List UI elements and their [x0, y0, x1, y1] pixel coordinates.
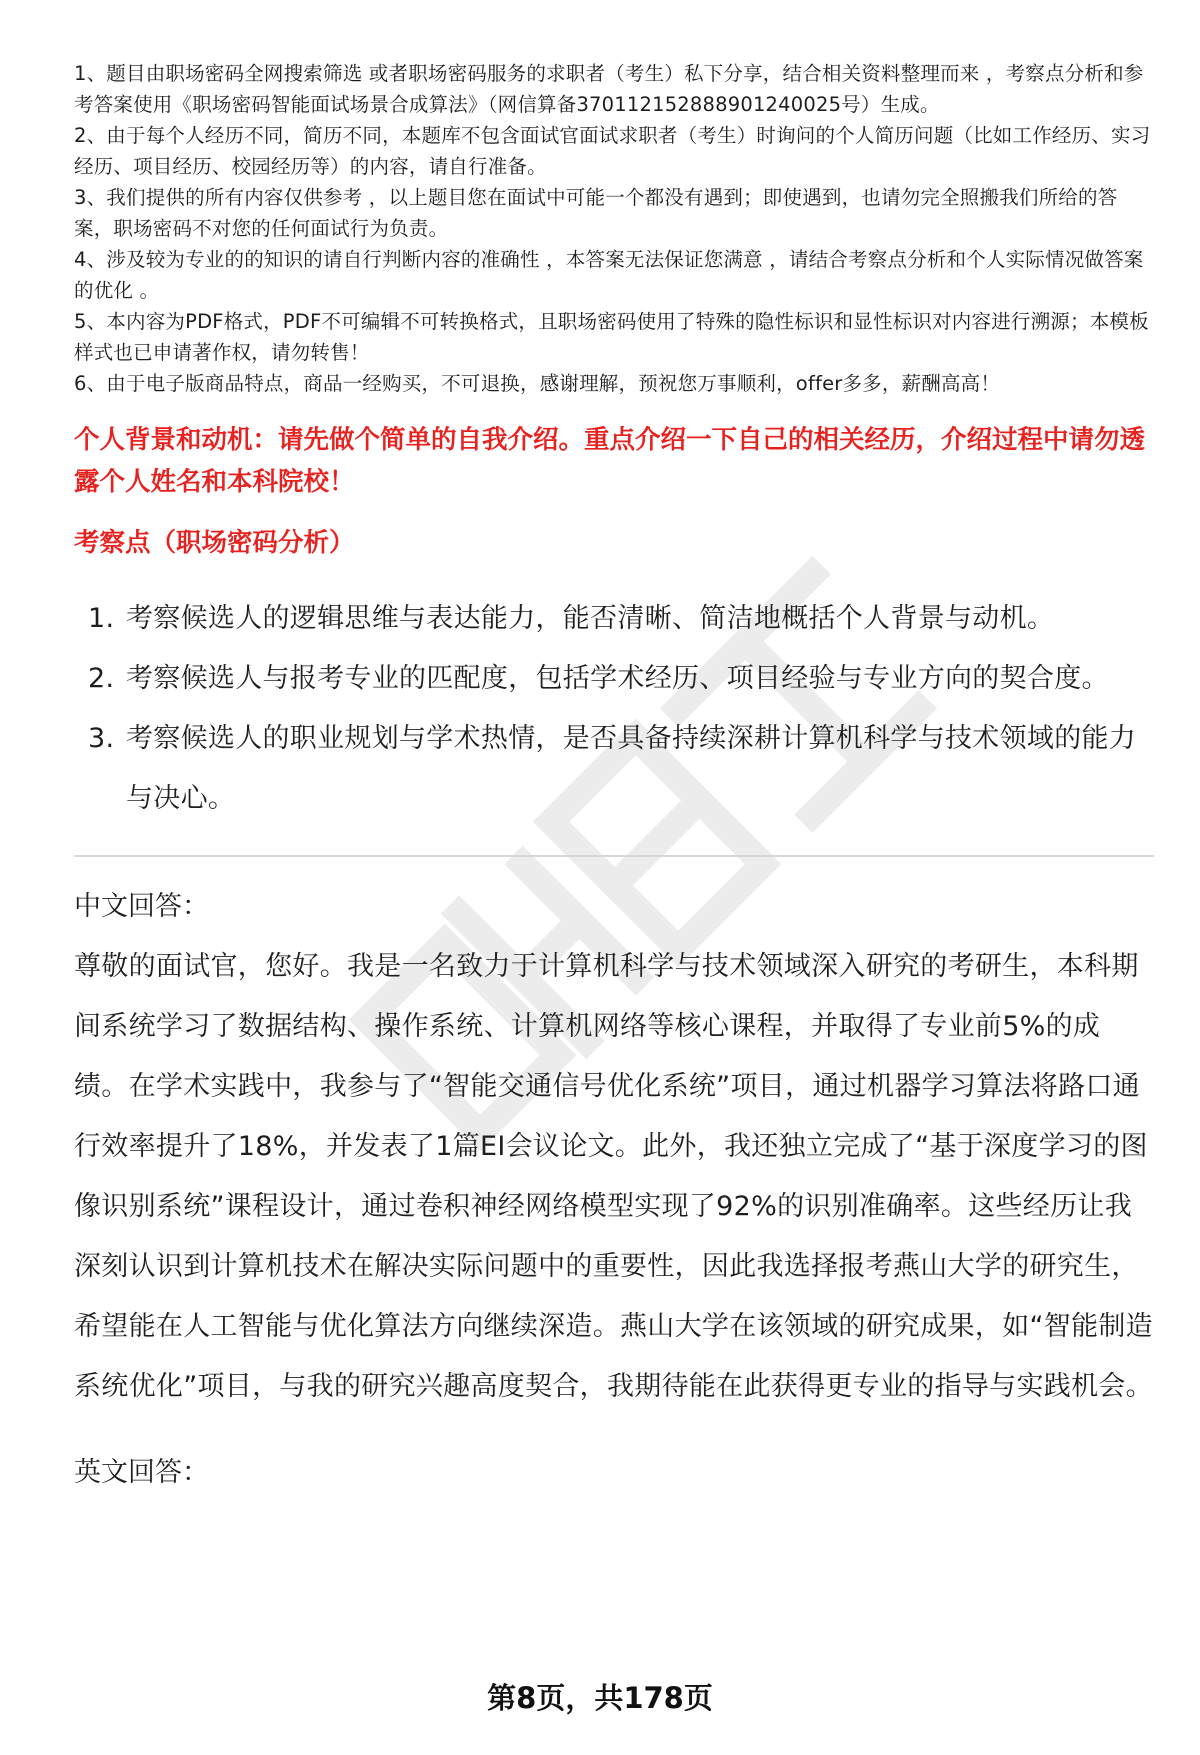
analysis-title: 考察点（职场密码分析） — [74, 528, 355, 558]
chinese-answer-text: 尊敬的面试官，您好。我是一名致力于计算机科学与技术领域深入研究的考研生，本科期间系统学习了数据结构、操作系统、计算机网络等核心课程，并取得了专业前5%的成绩。在学术实践中，我参与了“智能交通信号优化系统”项目，通过机器学习算法将路口通行效率提升了18%，并发表了1篇EI会议论文。此外，我还独立完成了“基于深度学习的图像识别系统”课程设计，通过卷积神经网络模型实现了92%的识别准确率。这些经历让我深刻认识到计算机技术在解决实际问题中的重要性，因此我选择报考燕山大学的研究生，希望能在人工智能与优化算法方向继续深造。燕山大学在该领域的研究成果，如“智能制造系统优化”项目，与我的研究兴趣高度契合，我期待能在此获得更专业的指导与实践机会。 — [74, 951, 1153, 1402]
point-number: 3. — [88, 723, 115, 754]
point-text: 考察候选人的职业规划与学术热情，是否具备持续深耕计算机科学与技术领域的能力与决心。 — [126, 723, 1137, 814]
english-answer-label: 英文回答： — [74, 1457, 209, 1488]
analysis-point — [74, 709, 1154, 829]
point-number: 2. — [88, 663, 115, 694]
document-page — [74, 58, 1154, 1493]
notice-item: 5、本内容为PDF格式，PDF不可编辑不可转换格式，且职场密码使用了特殊的隐性标识和显性标识对内容进行溯源；本模板样式也已申请著作权，请勿转售！ — [74, 310, 1149, 364]
notice-item: 3、我们提供的所有内容仅供参考 ，以上题目您在面试中可能一个都没有遇到；即使遇到，也请勿完全照搬我们所给的答案，职场密码不对您的任何面试行为负责。 — [74, 186, 1118, 240]
point-number: 1. — [88, 603, 115, 634]
analysis-point — [74, 649, 1154, 709]
notice-item: 1、题目由职场密码全网搜索筛选 或者职场密码服务的求职者（考生）私下分享，结合相关资料整理而来 ，考察点分析和参考答案使用《职场密码智能面试场景合成算法》（网信算备370112152888901240025号）生成。 — [74, 62, 1144, 116]
question-heading: 个人背景和动机：请先做个简单的自我介绍。重点介绍一下自己的相关经历，介绍过程中请勿透露个人姓名和本科院校！ — [74, 425, 1146, 497]
notice-item: 2、由于每个人经历不同，简历不同，本题库不包含面试官面试求职者（考生）时询问的个人简历问题（比如工作经历、实习经历、项目经历、校园经历等）的内容，请自行准备。 — [74, 124, 1151, 178]
analysis-points — [74, 589, 1154, 829]
chinese-answer-label: 中文回答： — [74, 891, 209, 922]
point-text: 考察候选人的逻辑思维与表达能力，能否清晰、简洁地概括个人背景与动机。 — [126, 603, 1055, 634]
notice-item: 6、由于电子版商品特点，商品一经购买，不可退换，感谢理解，预祝您万事顺利，offer多多，薪酬高高！ — [74, 372, 1001, 395]
analysis-point — [74, 589, 1154, 649]
page-number-footer: 第8页，共178页 — [487, 1681, 713, 1715]
notice-item: 4、涉及较为专业的的知识的请自行判断内容的准确性 ，本答案无法保证您满意 ，请结合考察点分析和个人实际情况做答案的优化 。 — [74, 248, 1144, 302]
point-text: 考察候选人与报考专业的匹配度，包括学术经历、项目经验与专业方向的契合度。 — [126, 663, 1109, 694]
section-divider — [74, 855, 1154, 857]
notice-list — [74, 58, 1154, 399]
